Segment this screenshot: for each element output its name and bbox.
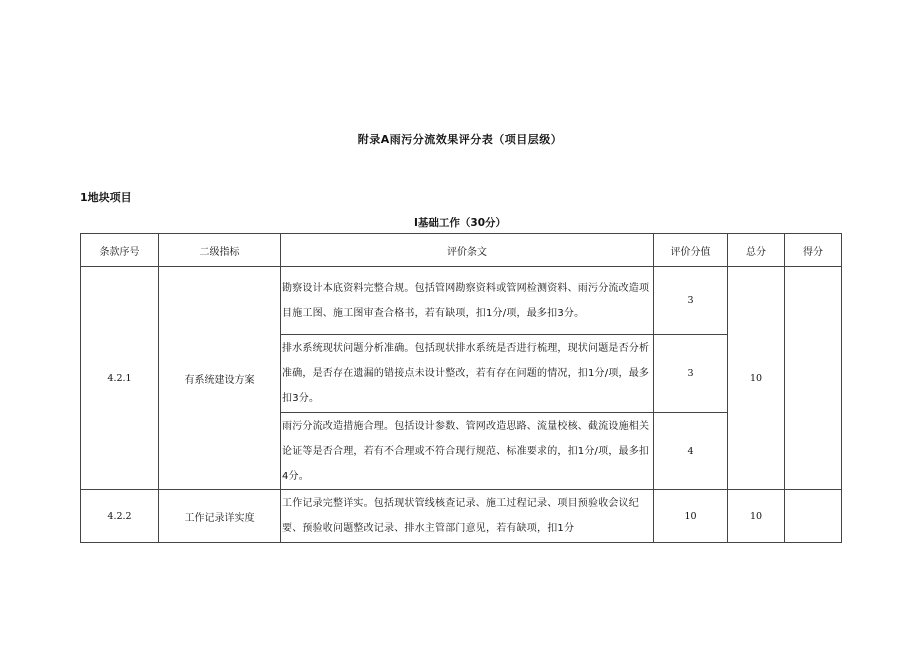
header-indicator: 二级指标	[159, 234, 281, 267]
table-caption: I基础工作（30分）	[413, 217, 507, 229]
header-score-value: 评价分值	[654, 234, 728, 267]
total-score: 10	[728, 490, 785, 543]
table-row	[81, 490, 842, 543]
clause-number: 4.2.1	[81, 267, 159, 490]
criteria-text: 排水系统现状问题分析准确。包括现状排水系统是否进行梳理，现状问题是否分析准确，是否存在遗漏的错接点未设计整改，若有存在问题的情况，扣1分/项，最多扣3分。	[281, 335, 654, 413]
header-clause: 条款序号	[81, 234, 159, 267]
score-value: 3	[654, 335, 728, 413]
indicator-name: 工作记录详实度	[159, 490, 281, 543]
header-total: 总分	[728, 234, 785, 267]
score-value: 4	[654, 413, 728, 490]
header-obtained: 得分	[785, 234, 842, 267]
header-criteria: 评价条文	[281, 234, 654, 267]
criteria-text: 勘察设计本底资料完整合规。包括管网勘察资料或管网检测资料、雨污分流改造项目施工图、施工图审查合格书，若有缺项，扣1分/项，最多扣3分。	[281, 267, 654, 335]
criteria-text: 工作记录完整详实。包括现状管线核查记录、施工过程记录、项目预验收会议纪要、预验收问题整改记录、排水主管部门意见，若有缺项，扣1分	[281, 490, 654, 543]
indicator-name: 有系统建设方案	[159, 267, 281, 490]
document-title: 附录A雨污分流效果评分表（项目层级）	[357, 133, 563, 146]
score-value: 3	[654, 267, 728, 335]
page-bottom-blank	[0, 551, 920, 651]
score-value: 10	[654, 490, 728, 543]
obtained-score-cell[interactable]	[785, 267, 842, 490]
criteria-text: 雨污分流改造措施合理。包括设计参数、管网改造思路、流量校核、截流设施相关论证等是否合理，若有不合理或不符合现行规范、标准要求的，扣1分/项，最多扣4分。	[281, 413, 654, 490]
obtained-score-cell[interactable]	[785, 490, 842, 543]
total-score: 10	[728, 267, 785, 490]
table-row	[81, 267, 842, 335]
scoring-table	[80, 233, 842, 543]
table-header-row	[81, 234, 842, 267]
section-heading: 1地块项目	[80, 191, 132, 204]
clause-number: 4.2.2	[81, 490, 159, 543]
